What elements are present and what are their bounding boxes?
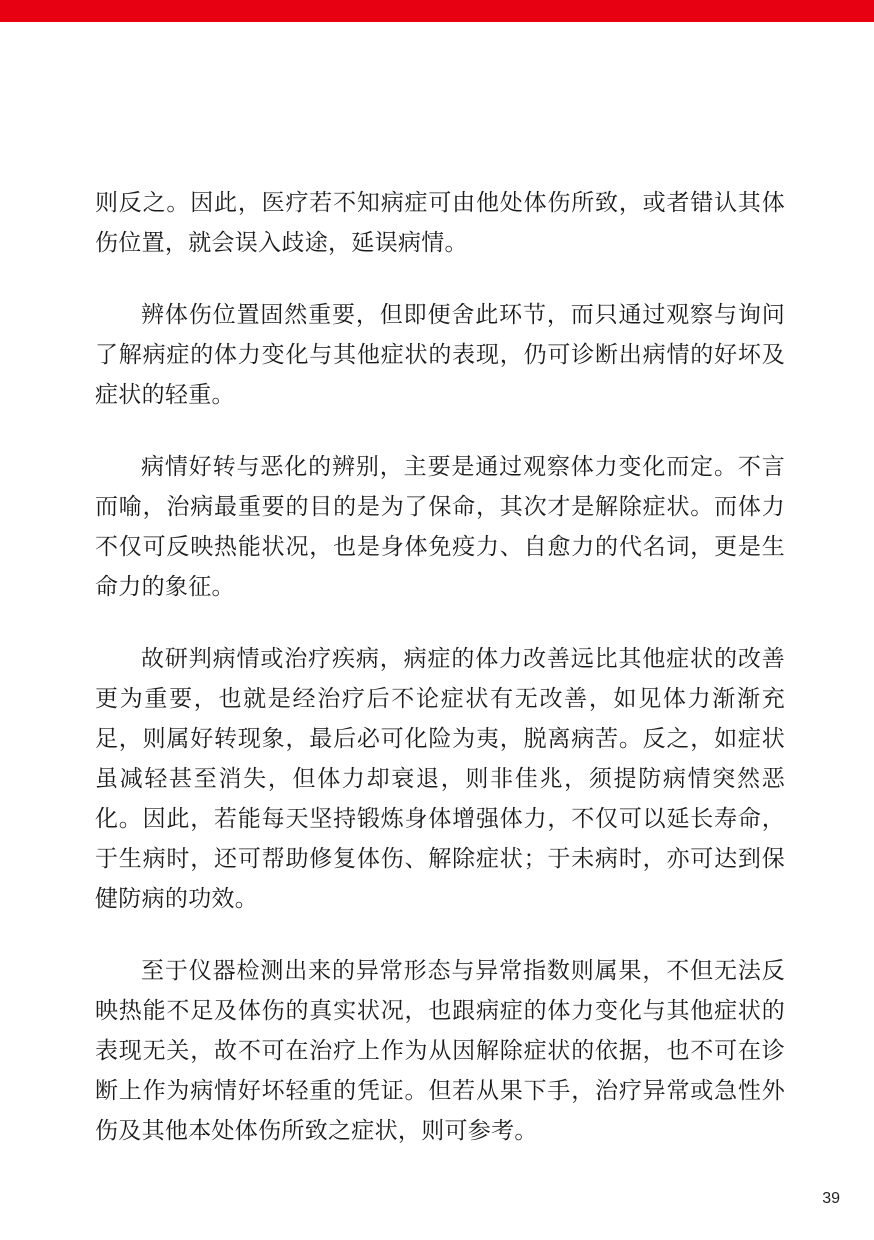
body-text xyxy=(95,183,785,1183)
paragraph-1: 则反之。因此，医疗若不知病症可由他处体伤所致，或者错认其体伤位置，就会误入歧途，延误病情。 xyxy=(95,190,785,256)
paragraph-4: 故研判病情或治疗疾病，病症的体力改善远比其他症状的改善更为重要，也就是经治疗后不论症状有无改善，如见体力渐渐充足，则属好转现象，最后必可化险为夷，脱离病苦。反之，如症状虽减轻甚至消失，但体力却衰退，则非佳兆，须提防病情突然恶化。因此，若能每天坚持锻炼身体增强体力，不仅可以延长寿命，于生病时，还可帮助修复体伤、解除症状；于未病时，亦可达到保健防病的功效。 xyxy=(95,646,785,912)
top-accent-bar xyxy=(0,0,874,22)
paragraph-3: 病情好转与恶化的辨别，主要是通过观察体力变化而定。不言而喻，治病最重要的目的是为了保命，其次才是解除症状。而体力不仅可反映热能状况，也是身体免疫力、自愈力的代名词，更是生命力的象征。 xyxy=(95,454,785,600)
paragraph-5: 至于仪器检测出来的异常形态与异常指数则属果，不但无法反映热能不足及体伤的真实状况，也跟病症的体力变化与其他症状的表现无关，故不可在治疗上作为从因解除症状的依据，也不可在诊断上作为病情好坏轻重的凭证。但若从果下手，治疗异常或急性外伤及其他本处体伤所致之症状，则可参考。 xyxy=(95,958,785,1144)
paragraph-2: 辨体伤位置固然重要，但即便舍此环节，而只通过观察与询问了解病症的体力变化与其他症状的表现，仍可诊断出病情的好坏及症状的轻重。 xyxy=(95,302,785,408)
page-number: 39 xyxy=(822,1190,840,1207)
